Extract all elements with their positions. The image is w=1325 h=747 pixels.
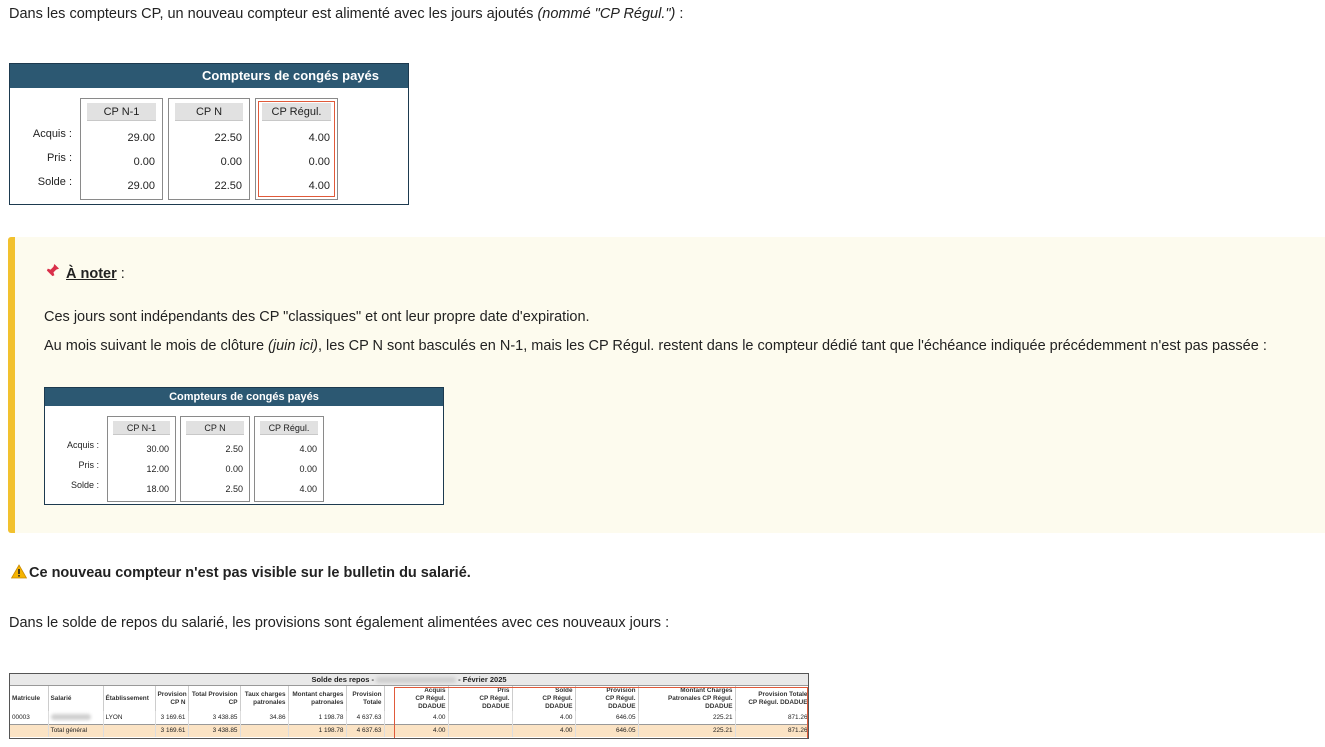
column-header	[155, 686, 188, 711]
note-line-2	[44, 338, 1267, 354]
value-pris: 12.00	[146, 464, 169, 474]
counter-box-cp-regul	[255, 98, 338, 200]
column-header: CP N-1	[113, 421, 170, 435]
table-row	[10, 711, 809, 724]
value-solde: 29.00	[127, 180, 155, 192]
value-acquis: 22.50	[214, 132, 242, 144]
column-header	[448, 686, 512, 711]
column-header-line-1: Montant Charges	[680, 686, 733, 694]
value-solde: 4.00	[299, 484, 317, 494]
row-labels	[55, 440, 99, 500]
table-cell: Total général	[48, 724, 103, 737]
table-cell: 4 637.63	[346, 724, 384, 737]
column-header-line-1: Provision	[606, 686, 636, 694]
column-header	[188, 686, 240, 711]
column-header-line-2: Totale	[363, 698, 382, 706]
column-header-line-1: Acquis	[424, 686, 446, 694]
note-line-2-b: , les CP N sont basculés en N-1, mais les CP Régul. restent dans le compteur dédié tant que l'échéance indiquée précédemment n'est pas passée :	[318, 338, 1267, 354]
column-header-line-2: CP Régul. DDADUE	[479, 694, 510, 710]
column-header-line-1: Établissement	[105, 694, 149, 702]
value-solde: 2.50	[225, 484, 243, 494]
table-cell: LYON	[103, 711, 155, 724]
column-header: CP N-1	[87, 103, 156, 121]
note-callout	[8, 237, 1325, 533]
column-header-line-1: Salarié	[50, 694, 72, 702]
column-header: CP Régul.	[262, 103, 331, 121]
table-cell: 4.00	[384, 724, 448, 737]
repos-table-title	[10, 674, 808, 686]
table-cell: 225.21	[638, 724, 735, 737]
table-cell: 00003	[10, 711, 48, 724]
column-header: CP N	[175, 103, 243, 121]
column-header: CP N	[186, 421, 244, 435]
value-acquis: 30.00	[146, 444, 169, 454]
note-line-2-a: Au mois suivant le mois de clôture	[44, 338, 269, 354]
column-header	[638, 686, 735, 711]
table-cell: 4.00	[512, 724, 575, 737]
table-cell	[448, 724, 512, 737]
value-solde: 4.00	[308, 180, 330, 192]
table-cell: 4 637.63	[346, 711, 384, 724]
column-header-line-2: patronales	[311, 698, 344, 706]
column-header	[346, 686, 384, 711]
note-line-2-italic: (juin ici)	[268, 338, 318, 354]
blurred-name	[51, 714, 91, 720]
column-header-line-1: Montant charges	[292, 690, 344, 698]
column-header-line-1: Solde	[555, 686, 573, 694]
table-cell: 225.21	[638, 711, 735, 724]
table-cell: 3 169.61	[155, 711, 188, 724]
note-heading	[45, 263, 125, 282]
row-label-solde: Solde :	[37, 176, 72, 188]
column-header-line-1: Provision	[157, 690, 187, 698]
table-cell	[103, 724, 155, 737]
counter-box-cp-regul	[254, 416, 324, 502]
value-acquis: 2.50	[225, 444, 243, 454]
value-pris: 0.00	[299, 464, 317, 474]
column-header-line-1: Provision Totale	[758, 690, 808, 698]
warning-text: Ce nouveau compteur n'est pas visible sur le bulletin du salarié.	[29, 565, 471, 581]
table-cell	[10, 724, 48, 737]
table-cell: 646.05	[575, 724, 638, 737]
intro-paragraph	[9, 6, 683, 22]
value-pris: 0.00	[133, 156, 155, 168]
row-label-pris: Pris :	[46, 152, 72, 164]
column-header-line-2: CP Régul. DDADUE	[748, 698, 808, 706]
row-label-solde: Solde :	[70, 480, 99, 490]
intro-suffix: :	[675, 6, 684, 22]
value-acquis: 4.00	[299, 444, 317, 454]
table-cell: 3 169.61	[155, 724, 188, 737]
repos-header-row	[10, 686, 809, 711]
value-acquis: 4.00	[308, 132, 330, 144]
row-labels	[24, 128, 72, 200]
widget-title: Compteurs de congés payés	[45, 388, 443, 406]
value-solde: 18.00	[146, 484, 169, 494]
table-total-row	[10, 724, 809, 737]
column-header	[384, 686, 448, 711]
cp-counters-widget-2	[44, 387, 444, 505]
intro-text: Dans les compteurs CP, un nouveau compteur est alimenté avec les jours ajoutés	[9, 6, 538, 22]
table-cell	[240, 724, 288, 737]
cp-counters-widget	[9, 63, 409, 205]
table-cell: 4.00	[384, 711, 448, 724]
column-header: CP Régul.	[260, 421, 318, 435]
table-cell: 1 198.78	[288, 724, 346, 737]
column-header	[512, 686, 575, 711]
table-cell	[448, 711, 512, 724]
value-pris: 0.00	[225, 464, 243, 474]
counter-box-cp-n	[168, 98, 250, 200]
intro-italic: (nommé "CP Régul.")	[537, 6, 676, 22]
column-header-line-2: CP	[228, 698, 238, 706]
table-cell: 3 438.85	[188, 711, 240, 724]
column-header-line-2: CP Régul. DDADUE	[415, 694, 446, 710]
column-header	[735, 686, 809, 711]
column-header	[48, 686, 103, 711]
table-cell: 1 198.78	[288, 711, 346, 724]
column-header-line-1: Pris	[497, 686, 510, 694]
table-cell: 871.26	[735, 724, 809, 737]
table-cell: 646.05	[575, 711, 638, 724]
row-label-acquis: Acquis :	[66, 440, 99, 450]
repos-grid	[10, 686, 809, 737]
column-header-line-1: Total Provision	[191, 690, 238, 698]
blurred-name	[376, 677, 456, 683]
column-header-line-2: CP N	[170, 698, 186, 706]
counter-box-cp-n-1	[80, 98, 163, 200]
column-header-line-2: CP Régul. DDADUE	[605, 694, 636, 710]
column-header	[240, 686, 288, 711]
counter-box-cp-n	[180, 416, 250, 502]
column-header-line-1: Taux charges	[244, 690, 286, 698]
repos-intro: Dans le solde de repos du salarié, les provisions sont également alimentées avec ces nouveaux jours :	[9, 615, 670, 631]
warning-icon	[11, 564, 29, 583]
table-cell: 4.00	[512, 711, 575, 724]
column-header-line-2: CP Régul. DDADUE	[542, 694, 573, 710]
table-cell: 871.26	[735, 711, 809, 724]
widget-title: Compteurs de congés payés	[10, 64, 408, 88]
value-solde: 22.50	[214, 180, 242, 192]
column-header-line-1: Provision	[352, 690, 382, 698]
column-header	[103, 686, 155, 711]
counter-box-cp-n-1	[107, 416, 176, 502]
table-cell: 3 438.85	[188, 724, 240, 737]
repos-title-b: - Février 2025	[458, 675, 507, 684]
value-pris: 0.00	[220, 156, 242, 168]
table-cell: 34.86	[240, 711, 288, 724]
column-header	[575, 686, 638, 711]
note-heading-text: À noter	[66, 266, 117, 282]
column-header	[288, 686, 346, 711]
note-line-1: Ces jours sont indépendants des CP "classiques" et ont leur propre date d'expiration.	[44, 309, 590, 325]
column-header	[10, 686, 48, 711]
pushpin-icon	[45, 263, 61, 282]
warning-line	[11, 564, 471, 583]
row-label-acquis: Acquis :	[32, 128, 72, 140]
row-label-pris: Pris :	[78, 460, 99, 470]
note-heading-suffix: :	[116, 266, 125, 282]
column-header-line-1: Matricule	[12, 694, 41, 702]
solde-repos-table	[9, 673, 809, 739]
value-pris: 0.00	[308, 156, 330, 168]
value-acquis: 29.00	[127, 132, 155, 144]
repos-title-a: Solde des repos -	[311, 675, 374, 684]
column-header-line-2: Patronales CP Régul. DDADUE	[667, 694, 733, 710]
column-header-line-2: patronales	[253, 698, 286, 706]
table-cell	[48, 711, 103, 724]
